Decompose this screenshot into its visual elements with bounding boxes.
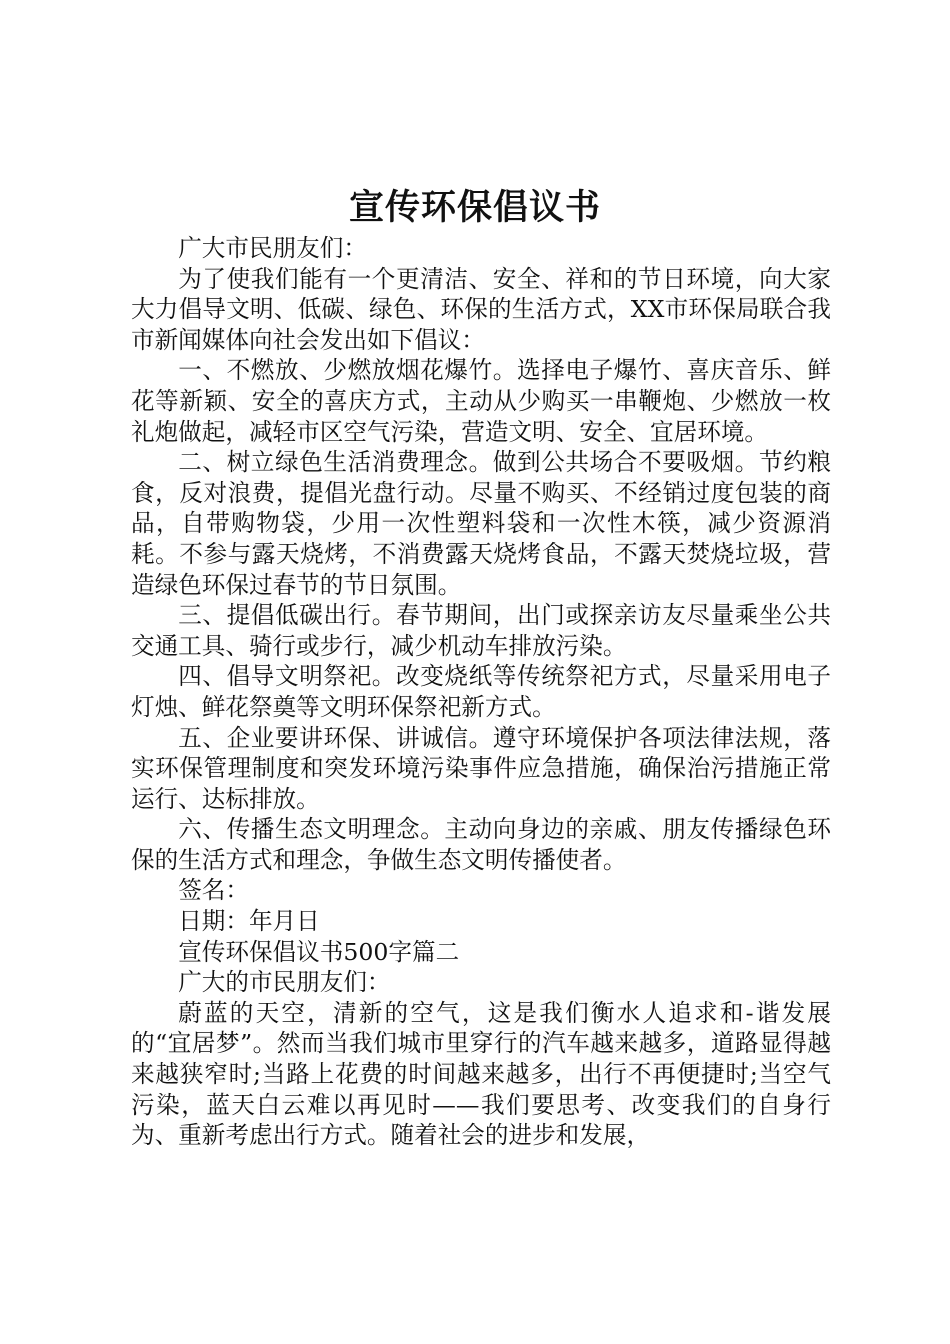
proposal-item-3: 三、提倡低碳出行。春节期间，出门或探亲访友尽量乘坐公共交通工具、骑行或步行，减少机动车排放污染。 [131,601,831,660]
second-salutation: 广大的市民朋友们： [178,968,391,997]
intro-paragraph: 为了使我们能有一个更清洁、安全、祥和的节日环境，向大家大力倡导文明、低碳、绿色、环保的生活方式，XX市环保局联合我市新闻媒体向社会发出如下倡议： [131,264,831,354]
date-line: 日期：年月日 [178,907,320,936]
signature-line: 签名： [178,876,249,905]
proposal-item-1: 一、不燃放、少燃放烟花爆竹。选择电子爆竹、喜庆音乐、鲜花等新颖、安全的喜庆方式，主动从少购买一串鞭炮、少燃放一枚礼炮做起，减轻市区空气污染，营造文明、安全、宜居环境。 [131,356,831,446]
proposal-item-6: 六、传播生态文明理念。主动向身边的亲戚、朋友传播绿色环保的生活方式和理念，争做生态文明传播使者。 [131,815,831,874]
proposal-item-4: 四、倡导文明祭祀。改变烧纸等传统祭祀方式，尽量采用电子灯烛、鲜花祭奠等文明环保祭祀新方式。 [131,662,831,721]
salutation: 广大市民朋友们： [178,234,367,262]
proposal-item-2: 二、树立绿色生活消费理念。做到公共场合不要吸烟。节约粮食，反对浪费，提倡光盘行动。尽量不购买、不经销过度包装的商品，自带购物袋，少用一次性塑料袋和一次性木筷，减少资源消耗。不参与露天烧烤，不消费露天烧烤食品，不露天焚烧垃圾，营造绿色环保过春节的节日氛围。 [131,448,831,599]
document-title: 宣传环保倡议书 [348,187,601,228]
second-article-heading: 宣传环保倡议书500字篇二 [178,937,460,966]
document-body [131,233,831,1151]
proposal-item-5: 五、企业要讲环保、讲诚信。遵守环境保护各项法律法规，落实环保管理制度和突发环境污染事件应急措施，确保治污措施正常运行、达标排放。 [131,723,831,813]
second-article-paragraph: 蔚蓝的天空，清新的空气，这是我们衡水人追求和-谐发展的“宜居梦”。然而当我们城市里穿行的汽车越来越多，道路显得越来越狭窄时;当路上花费的时间越来越多，出行不再便捷时;当空气污染，蓝天白云难以再见时——我们要思考、改变我们的自身行为、重新考虑出行方式。随着社会的进步和发展， [131,998,831,1150]
